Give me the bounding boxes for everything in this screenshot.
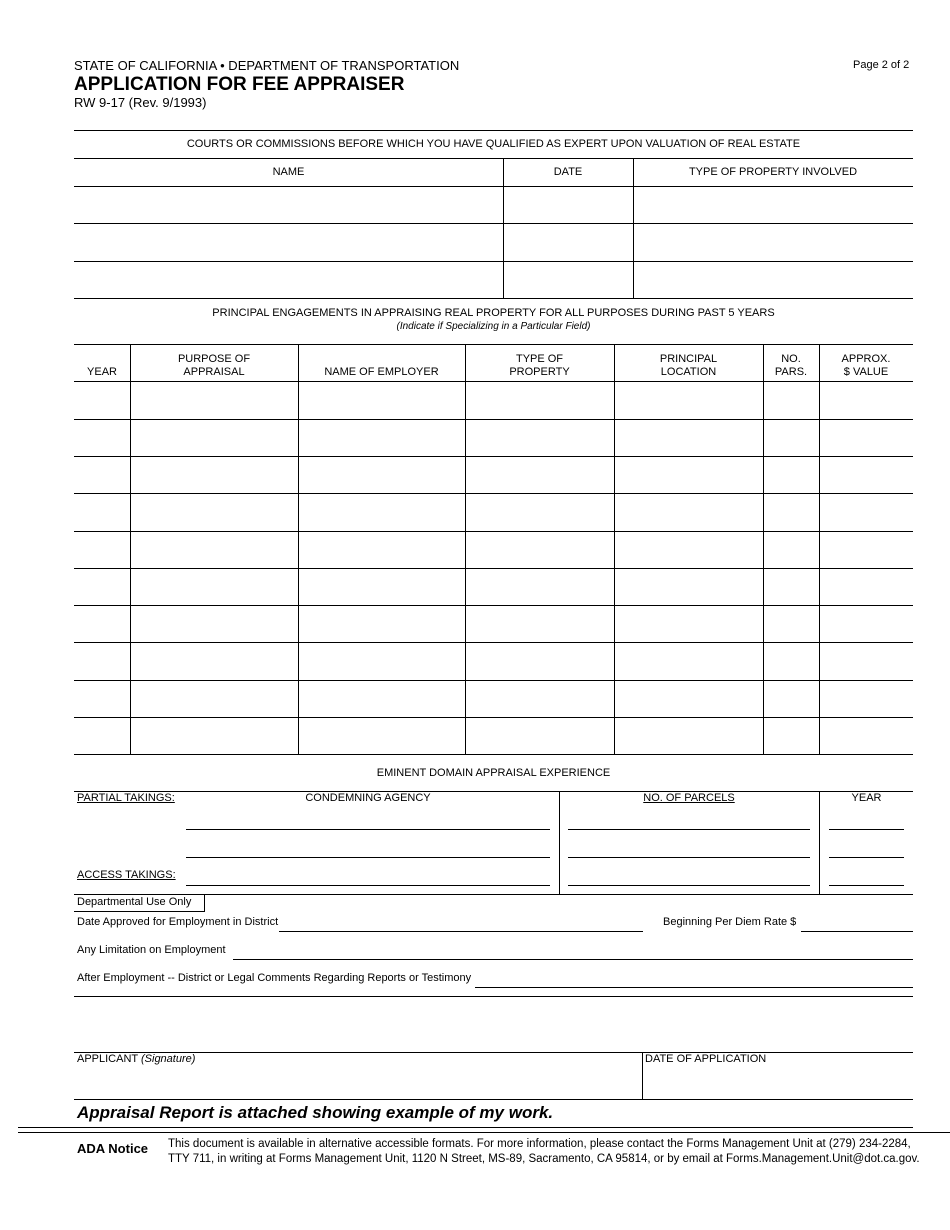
eng-col-purpose-line2: APPRAISAL <box>183 366 245 378</box>
attached-report-statement: Appraisal Report is attached showing example of my work. <box>77 1103 554 1122</box>
engagement-row[interactable] <box>74 718 913 753</box>
eng-col-location-line2: LOCATION <box>660 366 717 378</box>
comments-field-1[interactable] <box>475 987 913 988</box>
engagement-row[interactable] <box>74 681 913 716</box>
applicant-signature-note: (Signature) <box>141 1053 196 1065</box>
date-of-application-field[interactable] <box>644 1066 912 1098</box>
year-line-2[interactable] <box>829 857 904 858</box>
applicant-label <box>77 1053 195 1065</box>
eng-col-value-line1: APPROX. <box>841 353 891 365</box>
applicant-label-text: APPLICANT <box>77 1053 138 1065</box>
agency-line: STATE OF CALIFORNIA • DEPARTMENT OF TRANSPORTATION <box>74 58 460 73</box>
access-agency-line[interactable] <box>186 885 550 886</box>
eng-col-value-line2: $ VALUE <box>843 366 889 378</box>
ada-notice-line2: TTY 711, in writing at Forms Management Unit, 1120 N Street, MS-89, Sacramento, CA 95814, or by email at Forms.Management.Unit@dot.ca.gov. <box>168 1153 920 1165</box>
engagement-row[interactable] <box>74 643 913 679</box>
courts-row-2-date[interactable] <box>504 224 632 260</box>
year-header: YEAR <box>851 792 882 804</box>
limitation-field[interactable] <box>233 959 913 960</box>
courts-row-2-name[interactable] <box>75 224 502 260</box>
parcels-line-1[interactable] <box>568 829 810 830</box>
eng-col-year: YEAR <box>87 366 117 378</box>
eng-col-pars-line1: NO. <box>781 353 801 365</box>
access-takings-label: ACCESS TAKINGS: <box>77 869 176 881</box>
eminent-heading: EMINENT DOMAIN APPRAISAL EXPERIENCE <box>376 767 611 779</box>
form-number: RW 9-17 (Rev. 9/1993) <box>74 95 207 110</box>
engagement-row[interactable] <box>74 569 913 604</box>
eng-col-purpose <box>130 353 298 379</box>
courts-row-1-date[interactable] <box>504 187 632 222</box>
comments-field-2[interactable] <box>74 996 913 997</box>
per-diem-label: Beginning Per Diem Rate $ <box>663 916 797 928</box>
departmental-use-box: Departmental Use Only <box>74 894 205 912</box>
eng-col-employer: NAME OF EMPLOYER <box>324 366 439 378</box>
eng-col-purpose-line1: PURPOSE OF <box>177 353 251 365</box>
eng-col-type-line1: TYPE OF <box>515 353 564 365</box>
engagements-subheading: (Indicate if Specializing in a Particular Field) <box>396 321 591 332</box>
courts-row-3-date[interactable] <box>504 262 632 297</box>
engagement-row[interactable] <box>74 420 913 455</box>
courts-row-3-name[interactable] <box>75 262 502 297</box>
courts-col-type: TYPE OF PROPERTY INVOLVED <box>688 166 858 178</box>
engagement-row[interactable] <box>74 494 913 530</box>
courts-row-3-type[interactable] <box>634 262 912 297</box>
ada-notice-label: ADA Notice <box>77 1141 149 1156</box>
ada-notice-text <box>168 1137 950 1167</box>
courts-heading: COURTS OR COMMISSIONS BEFORE WHICH YOU HAVE QUALIFIED AS EXPERT UPON VALUATION OF REAL ESTATE <box>186 138 801 150</box>
courts-col-date: DATE <box>553 166 583 178</box>
ada-notice-line1: This document is available in alternative accessible formats. For more information, please contact the Forms Management Unit at (279) 234-2284, <box>168 1138 911 1150</box>
condemning-agency-line-2[interactable] <box>186 857 550 858</box>
eng-col-location-line1: PRINCIPAL <box>659 353 718 365</box>
eng-col-location <box>614 353 763 379</box>
eng-col-type-line2: PROPERTY <box>509 366 570 378</box>
eng-col-pars-line2: PARS. <box>774 366 808 378</box>
comments-label: After Employment -- District or Legal Comments Regarding Reports or Testimony <box>77 972 472 984</box>
no-of-parcels-header: NO. OF PARCELS <box>643 792 735 804</box>
partial-takings-label: PARTIAL TAKINGS: <box>77 792 175 804</box>
parcels-line-2[interactable] <box>568 857 810 858</box>
engagement-row[interactable] <box>74 532 913 567</box>
page-indicator: Page 2 of 2 <box>853 59 910 71</box>
limitation-label: Any Limitation on Employment <box>77 944 226 956</box>
engagement-row[interactable] <box>74 606 913 641</box>
date-of-application-label: DATE OF APPLICATION <box>645 1053 767 1065</box>
per-diem-field[interactable] <box>801 931 913 932</box>
date-approved-label: Date Approved for Employment in District <box>77 916 279 928</box>
eng-col-type <box>465 353 614 379</box>
courts-row-1-type[interactable] <box>634 187 912 222</box>
engagement-row[interactable] <box>74 457 913 492</box>
engagements-heading: PRINCIPAL ENGAGEMENTS IN APPRAISING REAL PROPERTY FOR ALL PURPOSES DURING PAST 5 YEARS <box>212 307 775 319</box>
courts-col-name: NAME <box>272 166 305 178</box>
access-parcels-line[interactable] <box>568 885 810 886</box>
form-title: APPLICATION FOR FEE APPRAISER <box>74 74 405 95</box>
courts-row-2-type[interactable] <box>634 224 912 260</box>
applicant-signature-field[interactable] <box>75 1066 641 1098</box>
engagement-row[interactable] <box>74 382 913 418</box>
courts-row-1-name[interactable] <box>75 187 502 222</box>
date-approved-field[interactable] <box>279 931 643 932</box>
access-year-line[interactable] <box>829 885 904 886</box>
year-line-1[interactable] <box>829 829 904 830</box>
condemning-agency-line-1[interactable] <box>186 829 550 830</box>
condemning-agency-header: CONDEMNING AGENCY <box>305 792 431 804</box>
eng-col-pars <box>763 353 819 379</box>
eng-col-value <box>819 353 913 379</box>
